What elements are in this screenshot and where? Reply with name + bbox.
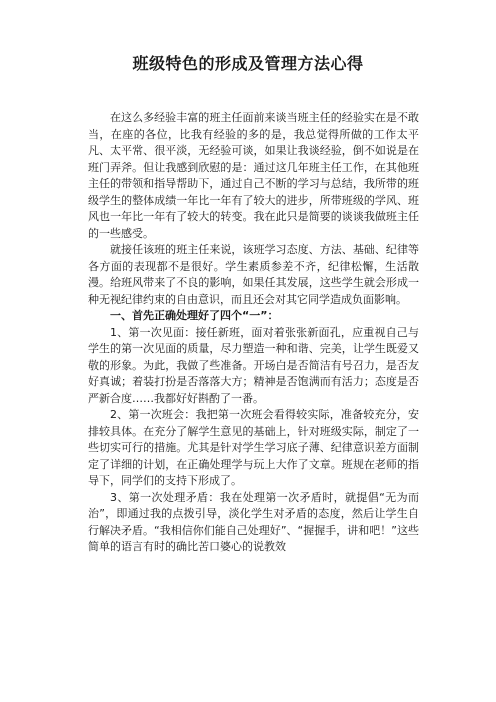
intro-paragraph: 在这么多经验丰富的班主任面前来谈当班主任的经验实在是不敢当，在座的各位，比我有经验的多的是，我总觉得所做的工作太平凡、太平常、很平淡，无经验可谈，如果让我谈经验，倒不如说是在班门弄斧。但让我感到欣慰的是：通过这几年班主任工作，在其他班主任的带领和指导帮助下，通过自己不断的学习与总结，我所带的班级学生的整体成绩一年比一年有了较大的进步，所带班级的学风、班风也一年比一年有了较大的转变。我在此只是简要的谈谈我做班主任的一些感受。 — [88, 111, 419, 240]
list-item-first-conflict: 3、第一次处理矛盾：我在处理第一次矛盾时，就提倡“无为而治”，即通过我的点拨引导，淡化学生对矛盾的态度，然后让学生自行解决矛盾。“我相信你们能自己处理好”、“握握手，讲和吧！”这些简单的语言有时的确比苦口婆心的说教效 — [88, 490, 419, 553]
list-item-first-class-meeting: 2、第一次班会：我把第一次班会看得较实际，准备较充分，安排较具体。在充分了解学生意见的基础上，针对班级实际，制定了一些切实可行的措施。尤其是针对学生学习底子薄、纪律意识差方面制定了详细的计划，在正确处理学与玩上大作了文章。班规在老师的指导下，同学们的支持下形成了。 — [88, 408, 419, 487]
list-item-first-meeting: 1、第一次见面：接任新班，面对着张张新面孔，应重视自己与学生的第一次见面的质量，尽力塑造一种和谐、完美，让学生既爱又敬的形象。为此，我做了些准备。开场白是否简洁有号召力，是否友好真诚；着装打扮是否落落大方；精神是否饱满而有活力；态度是否严新合度……我都好好斟酌了一番。 — [88, 325, 419, 405]
document-title: 班级特色的形成及管理方法心得 — [132, 54, 364, 73]
document-body — [88, 110, 419, 556]
class-situation-paragraph: 就接任该班的班主任来说，该班学习态度、方法、基础、纪律等各方面的表现都不是很好。学生素质参差不齐，纪律松懈，生活散漫。给班风带来了不良的影响，如果任其发展，这些学生就会形成一种无视纪律约束的自由意识，而且还会对其它同学造成负面影响。 — [88, 243, 419, 306]
section-heading: 一、首先正确处理好了四个“一”： — [110, 309, 279, 322]
